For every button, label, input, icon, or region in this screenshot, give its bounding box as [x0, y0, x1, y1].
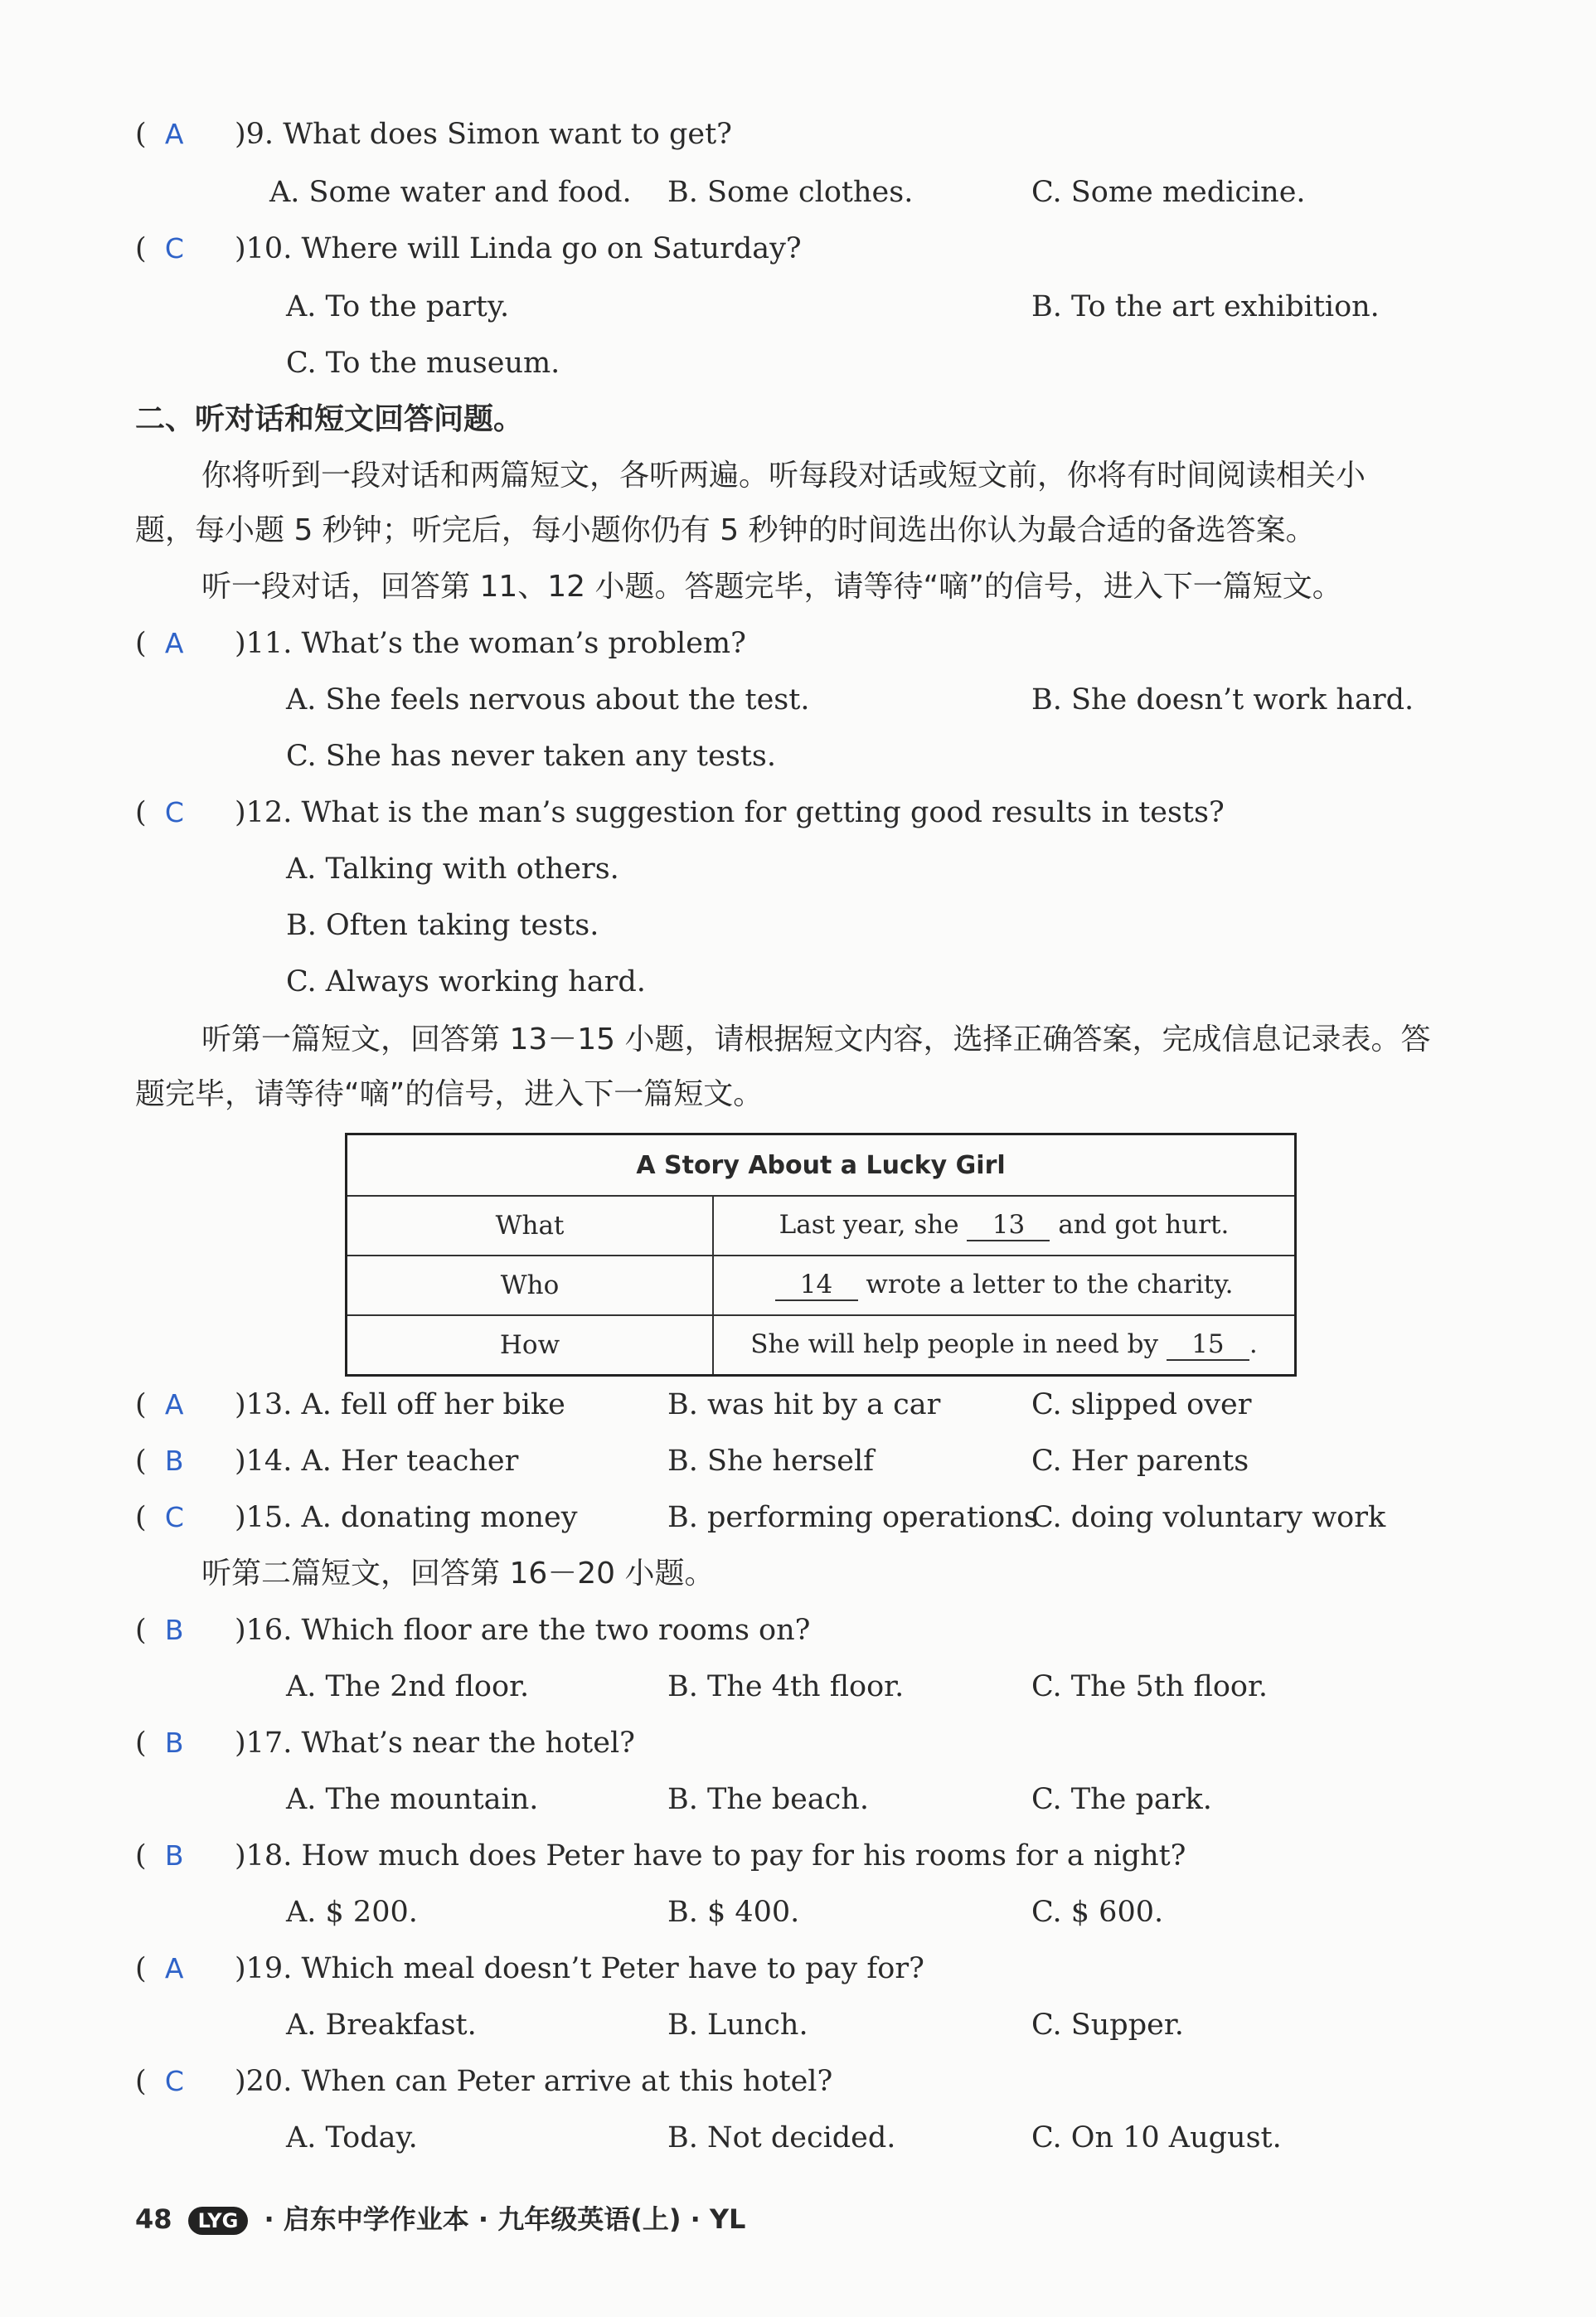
option-17b: B. The beach.: [667, 1783, 869, 1816]
option-17c: C. The park.: [1031, 1783, 1212, 1816]
table-title: A Story About a Lucky Girl: [347, 1134, 1296, 1197]
info-record-table: [345, 1133, 1297, 1377]
question-16: ( B )16. Which floor are the two rooms on?: [135, 1614, 811, 1647]
option-16a: A. The 2nd floor.: [286, 1670, 530, 1703]
question-12-text: What is the man’s suggestion for getting good results in tests?: [301, 796, 1225, 829]
dialog-intro: 听一段对话，回答第 11、12 小题。答题完毕，请等待“嘀”的信号，进入下一篇短文。: [201, 570, 1342, 604]
option-16c: C. The 5th floor.: [1031, 1670, 1269, 1703]
blank-14: 14: [775, 1270, 858, 1301]
question-18-text: How much does Peter have to pay for his rooms for a night?: [301, 1839, 1186, 1873]
option-10a: A. To the party.: [286, 290, 510, 323]
answer-19: A: [164, 1952, 184, 1984]
option-17a: A. The mountain.: [286, 1783, 539, 1816]
option-20c: C. On 10 August.: [1031, 2121, 1282, 2154]
answer-20: C: [164, 2065, 184, 2097]
book-title: · 启东中学作业本 · 九年级英语(上) · YL: [264, 2203, 746, 2235]
question-9: ( A )9. What does Simon want to get?: [135, 118, 732, 151]
row-label-how: How: [347, 1315, 714, 1376]
option-19c: C. Supper.: [1031, 2009, 1184, 2042]
question-16-text: Which floor are the two rooms on?: [301, 1614, 811, 1647]
blank-13: 13: [967, 1210, 1050, 1241]
publisher-logo: LYG: [188, 2207, 249, 2235]
option-11b: B. She doesn’t work hard.: [1031, 683, 1414, 716]
option-10b: B. To the art exhibition.: [1031, 290, 1380, 323]
section-2-intro-2: 题，每小题 5 秒钟；听完后，每小题你仍有 5 秒钟的时间选出你认为最合适的备选答案。: [135, 513, 1316, 547]
question-19-text: Which meal doesn’t Peter have to pay for?: [301, 1952, 924, 1985]
option-14a: A. Her teacher: [301, 1445, 519, 1478]
option-12a: A. Talking with others.: [286, 852, 619, 886]
option-9a: A. Some water and food.: [269, 176, 632, 209]
option-10c: C. To the museum.: [286, 347, 560, 380]
option-14c: C. Her parents: [1031, 1445, 1249, 1478]
table-row: [347, 1256, 1296, 1315]
option-15c: C. doing voluntary work: [1031, 1501, 1386, 1534]
option-19b: B. Lunch.: [667, 2009, 808, 2042]
option-15b: B. performing operations: [667, 1501, 1039, 1534]
option-11a: A. She feels nervous about the test.: [286, 683, 810, 716]
row-label-what: What: [347, 1196, 714, 1256]
option-12c: C. Always working hard.: [286, 965, 646, 998]
row-content-how: She will help people in need by 15 .: [713, 1315, 1296, 1376]
question-17-text: What’s near the hotel?: [301, 1727, 635, 1760]
question-14: ( B )14. A. Her teacher: [135, 1445, 519, 1478]
option-19a: A. Breakfast.: [286, 2009, 477, 2042]
section-2-intro-1: 你将听到一段对话和两篇短文，各听两遍。听每段对话或短文前，你将有时间阅读相关小: [201, 459, 1366, 493]
answer-10: C: [164, 232, 184, 265]
question-19: ( A )19. Which meal doesn’t Peter have to pay for?: [135, 1952, 924, 1985]
passage-1-intro-1: 听第一篇短文，回答第 13－15 小题，请根据短文内容，选择正确答案，完成信息记录表。答: [201, 1022, 1431, 1056]
option-11c: C. She has never taken any tests.: [286, 740, 776, 773]
option-16b: B. The 4th floor.: [667, 1670, 905, 1703]
page-number: 48: [135, 2203, 172, 2235]
answer-15: C: [164, 1501, 184, 1533]
option-9b: B. Some clothes.: [667, 176, 914, 209]
passage-1-intro-2: 题完毕，请等待“嘀”的信号，进入下一篇短文。: [135, 1077, 764, 1111]
question-11-text: What’s the woman’s problem?: [301, 627, 746, 660]
page-footer: [135, 2201, 745, 2237]
answer-13: A: [164, 1388, 184, 1421]
option-20b: B. Not decided.: [667, 2121, 896, 2154]
option-15a: A. donating money: [301, 1501, 578, 1534]
option-18a: A. $ 200.: [286, 1896, 418, 1929]
question-20-text: When can Peter arrive at this hotel?: [301, 2065, 833, 2098]
answer-17: B: [164, 1727, 184, 1759]
option-14b: B. She herself: [667, 1445, 875, 1478]
question-10-text: Where will Linda go on Saturday?: [301, 232, 802, 265]
option-13b: B. was hit by a car: [667, 1388, 941, 1421]
question-18: ( B )18. How much does Peter have to pay for his rooms for a night?: [135, 1839, 1186, 1873]
passage-2-intro: 听第二篇短文，回答第 16－20 小题。: [201, 1557, 715, 1591]
question-13: ( A )13. A. fell off her bike: [135, 1388, 565, 1421]
answer-16: B: [164, 1614, 184, 1646]
blank-15: 15: [1167, 1329, 1249, 1361]
row-content-what: Last year, she 13 and got hurt.: [713, 1196, 1296, 1256]
row-label-who: Who: [347, 1256, 714, 1315]
answer-9: A: [164, 118, 184, 150]
option-18c: C. $ 600.: [1031, 1896, 1164, 1929]
question-12: ( C )12. What is the man’s suggestion for getting good results in tests?: [135, 796, 1225, 829]
question-20: ( C )20. When can Peter arrive at this hotel?: [135, 2065, 833, 2098]
answer-18: B: [164, 1839, 184, 1872]
option-20a: A. Today.: [286, 2121, 418, 2154]
option-18b: B. $ 400.: [667, 1896, 800, 1929]
option-12b: B. Often taking tests.: [286, 909, 599, 942]
option-13c: C. slipped over: [1031, 1388, 1252, 1421]
answer-14: B: [164, 1445, 184, 1477]
option-9c: C. Some medicine.: [1031, 176, 1306, 209]
row-content-who: 14 wrote a letter to the charity.: [713, 1256, 1296, 1315]
table-row: [347, 1315, 1296, 1376]
question-15: ( C )15. A. donating money: [135, 1501, 578, 1534]
answer-11: A: [164, 627, 184, 659]
option-13a: A. fell off her bike: [301, 1388, 565, 1421]
question-11: ( A )11. What’s the woman’s problem?: [135, 627, 746, 660]
answer-12: C: [164, 796, 184, 828]
table-row: [347, 1196, 1296, 1256]
question-17: ( B )17. What’s near the hotel?: [135, 1727, 635, 1760]
question-10: ( C )10. Where will Linda go on Saturday?: [135, 232, 802, 265]
question-9-text: What does Simon want to get?: [283, 118, 732, 151]
section-2-title: 二、听对话和短文回答问题。: [135, 402, 524, 436]
